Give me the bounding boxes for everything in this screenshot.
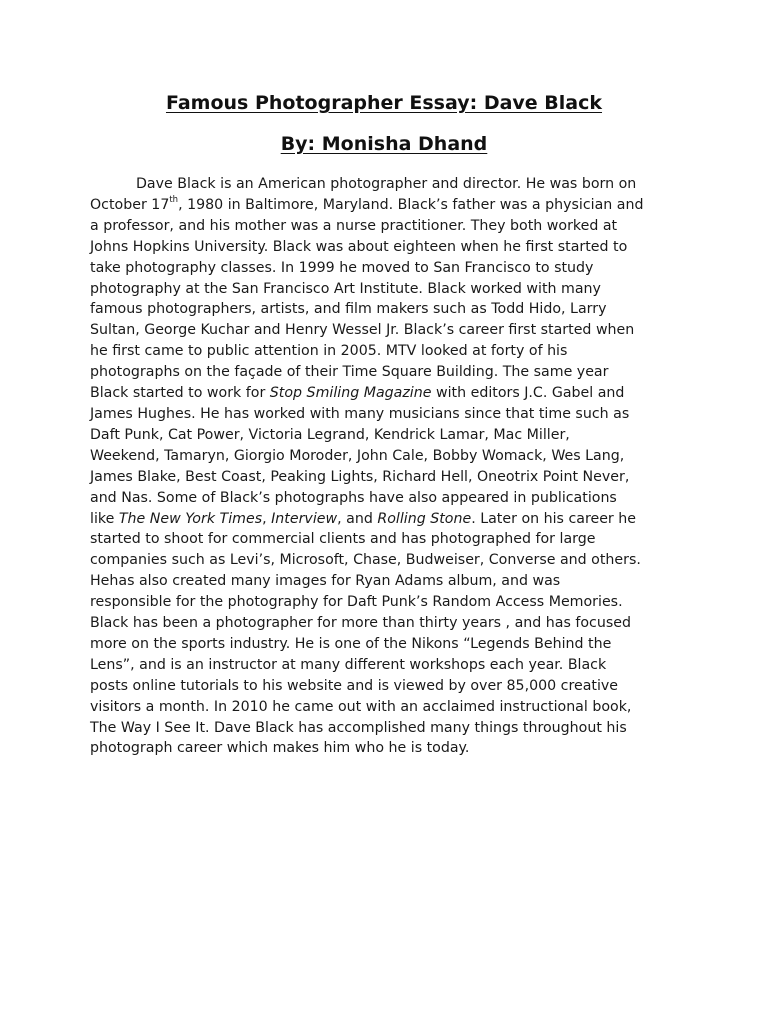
paragraph-line (90, 383, 690, 404)
text-run: companies such as Levi’s, Microsoft, Chase, Budweiser, Converse and others. (90, 552, 641, 569)
text-run: like (90, 510, 119, 527)
text-run: and Nas. Some of Black’s photographs have also appeared in publications (90, 489, 617, 506)
paragraph-line (90, 613, 690, 634)
paragraph-line (90, 509, 690, 530)
text-run: Black started to work for (90, 385, 270, 402)
text-run: The Way I See It. Dave Black has accomplished many things throughout his (90, 719, 627, 736)
text-run: Hehas also created many images for Ryan Adams album, and was (90, 573, 561, 590)
paragraph-line (90, 446, 690, 467)
essay-body-paragraph (90, 174, 690, 759)
paragraph-line (90, 299, 690, 320)
text-run: Weekend, Tamaryn, Giorgio Moroder, John Cale, Bobby Womack, Wes Lang, (90, 447, 625, 464)
text-run: , (262, 510, 272, 527)
text-run: , 1980 in Baltimore, Maryland. Black’s father was a physician and (178, 196, 644, 213)
text-run: a professor, and his mother was a nurse practitioner. They both worked at (90, 217, 618, 234)
paragraph-line (90, 655, 690, 676)
text-run: photograph career which makes him who he is today. (90, 740, 470, 757)
text-run: famous photographers, artists, and film makers such as Todd Hido, Larry (90, 301, 607, 318)
paragraph-line (90, 697, 690, 718)
text-run: started to shoot for commercial clients and has photographed for large (90, 531, 596, 548)
text-run: take photography classes. In 1999 he moved to San Francisco to study (90, 259, 594, 276)
paragraph-line (90, 592, 690, 613)
text-run: James Hughes. He has worked with many musicians since that time such as (90, 405, 630, 422)
paragraph-line (90, 341, 690, 362)
text-run: responsible for the photography for Daft Punk’s Random Access Memories. (90, 594, 623, 611)
paragraph-line (90, 738, 690, 759)
paragraph-line (90, 195, 690, 216)
italic-title-run: Interview (271, 510, 338, 527)
text-run: visitors a month. In 2010 he came out with an acclaimed instructional book, (90, 698, 632, 715)
paragraph-line (90, 279, 690, 300)
paragraph-line (90, 529, 690, 550)
text-run: , and (337, 510, 378, 527)
paragraph-line (90, 718, 690, 739)
essay-byline: By: Monisha Dhand (280, 133, 488, 155)
paragraph-line (90, 404, 690, 425)
text-run: Sultan, George Kuchar and Henry Wessel Jr. Black’s career first started when (90, 322, 635, 339)
text-run: . Later on his career he (471, 510, 636, 527)
paragraph-line (90, 362, 690, 383)
text-run: October 17 (90, 196, 170, 213)
paragraph-line (90, 467, 690, 488)
text-run: Dave Black is an American photographer and director. He was born on (136, 176, 637, 192)
paragraph-line (90, 488, 690, 509)
text-run: Lens”, and is an instructor at many different workshops each year. Black (90, 656, 607, 673)
text-run: he first came to public attention in 2005. MTV looked at forty of his (90, 343, 568, 360)
paragraph-line (90, 216, 690, 237)
paragraph-line (90, 550, 690, 571)
italic-title-run: Rolling Stone (377, 510, 472, 527)
paragraph-line (90, 676, 690, 697)
text-run: photographs on the façade of their Time Square Building. The same year (90, 364, 609, 381)
text-run: Black has been a photographer for more than thirty years , and has focused (90, 615, 631, 632)
text-run: James Blake, Best Coast, Peaking Lights, Richard Hell, Oneotrix Point Never, (90, 468, 630, 485)
paragraph-line (90, 237, 690, 258)
superscript-run: th (169, 195, 179, 206)
italic-title-run: The New York Times (118, 510, 263, 527)
paragraph-line (90, 571, 690, 592)
paragraph-line (90, 634, 690, 655)
text-run: Johns Hopkins University. Black was about eighteen when he first started to (90, 238, 628, 255)
italic-title-run: Stop Smiling Magazine (269, 385, 432, 402)
text-run: more on the sports industry. He is one of the Nikons “Legends Behind the (90, 635, 612, 652)
paragraph-line (90, 174, 690, 195)
text-run: photography at the San Francisco Art Institute. Black worked with many (90, 280, 601, 297)
paragraph-line (90, 258, 690, 279)
text-run: with editors J.C. Gabel and (431, 385, 625, 402)
paragraph-line (90, 320, 690, 341)
essay-title: Famous Photographer Essay: Dave Black (165, 92, 603, 114)
paragraph-line (90, 425, 690, 446)
text-run: posts online tutorials to his website and is viewed by over 85,000 creative (90, 677, 619, 694)
text-run: Daft Punk, Cat Power, Victoria Legrand, Kendrick Lamar, Mac Miller, (90, 426, 570, 443)
